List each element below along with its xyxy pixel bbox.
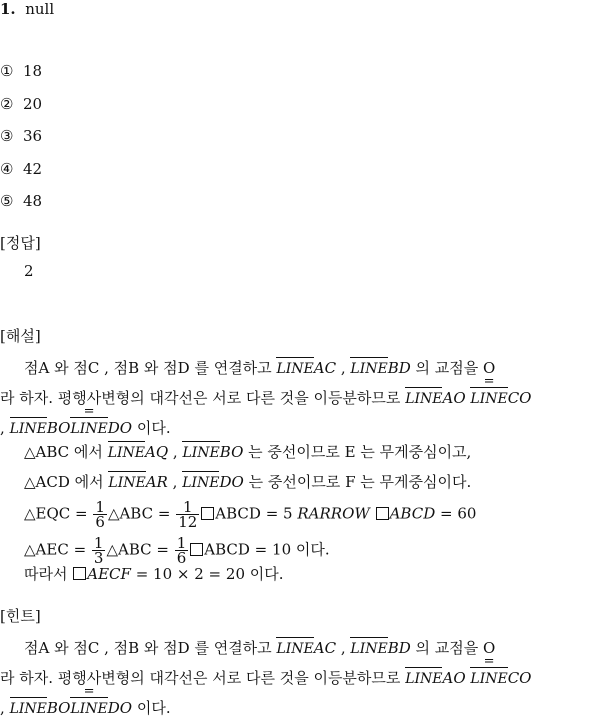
commentary-header: [해설]	[0, 327, 41, 345]
choice-3[interactable]	[0, 127, 42, 145]
choice-mark: ④	[0, 160, 14, 178]
overline-ac: LINE	[276, 354, 313, 378]
hint-line-3: , LINEBO = LINEDO 이다.	[0, 684, 171, 717]
answer-value: 2	[24, 262, 34, 280]
hint-line-1: 점A 와 점C , 점B 와 점D 를 연결하고 LINEAC , LINEBD 의 교점을 O	[24, 639, 496, 657]
choice-5[interactable]	[0, 192, 42, 210]
question-text: null	[25, 0, 55, 18]
choice-4[interactable]	[0, 160, 42, 178]
choice-2[interactable]	[0, 95, 42, 113]
commentary-line-1: 점A 와 점C , 점B 와 점D 를 연결하고 LINEAC , LINEBD 의 교점을 O	[24, 354, 495, 378]
choice-1[interactable]	[0, 62, 42, 80]
fraction: $\frac{1}{6}$	[176, 534, 187, 567]
parallelogram-box-icon	[376, 507, 389, 520]
parallelogram-box-icon	[73, 567, 86, 580]
choice-mark: ①	[0, 62, 14, 80]
parallelogram-box-icon	[190, 543, 203, 556]
answer-header: [정답]	[0, 234, 41, 252]
question-number: 1.	[0, 0, 16, 18]
choice-value: 42	[23, 160, 43, 178]
choice-mark: ③	[0, 127, 14, 145]
choice-value: 48	[23, 192, 43, 210]
parallelogram-box-icon	[201, 507, 214, 520]
choice-value: 18	[23, 62, 43, 80]
commentary-line-6: △EQC = $\frac{1}{6}$ △ABC = $\frac{1}{12}$ ABCD = 5 RARROW ABCD = 60	[24, 498, 477, 531]
hint-line-2: 라 하자. 평행사변형의 대각선은 서로 다른 것을 이등분하므로 LINEAO = LINECO	[0, 654, 532, 687]
fraction: $\frac{1}{12}$	[178, 498, 198, 531]
commentary-line-7: △AEC = $\frac{1}{3}$ △ABC = $\frac{1}{6}$ ABCD = 10 이다.	[24, 534, 330, 567]
commentary-line-8: 따라서 AECF = 10 × 2 = 20 이다.	[24, 565, 284, 583]
commentary-line-5: △ACD 에서 LINEAR , LINEDO 는 중선이므로 F 는 무게중심이다.	[24, 473, 472, 491]
overline-bd: LINE	[350, 354, 387, 378]
choice-mark: ⑤	[0, 192, 14, 210]
choice-mark: ②	[0, 95, 14, 113]
choice-value: 36	[23, 127, 43, 145]
fraction: $\frac{1}{3}$	[93, 534, 104, 567]
commentary-line-2: 라 하자. 평행사변형의 대각선은 서로 다른 것을 이등분하므로 LINEAO = LINECO	[0, 374, 532, 407]
question-line	[0, 0, 54, 18]
choice-value: 20	[23, 95, 43, 113]
hint-header: [힌트]	[0, 607, 41, 625]
fraction: $\frac{1}{6}$	[95, 498, 105, 531]
commentary-line-3: , LINEBO = LINEDO 이다.	[0, 404, 171, 437]
commentary-line-4: △ABC 에서 LINEAQ , LINEBO 는 중선이므로 E 는 무게중심이고,	[24, 443, 472, 461]
